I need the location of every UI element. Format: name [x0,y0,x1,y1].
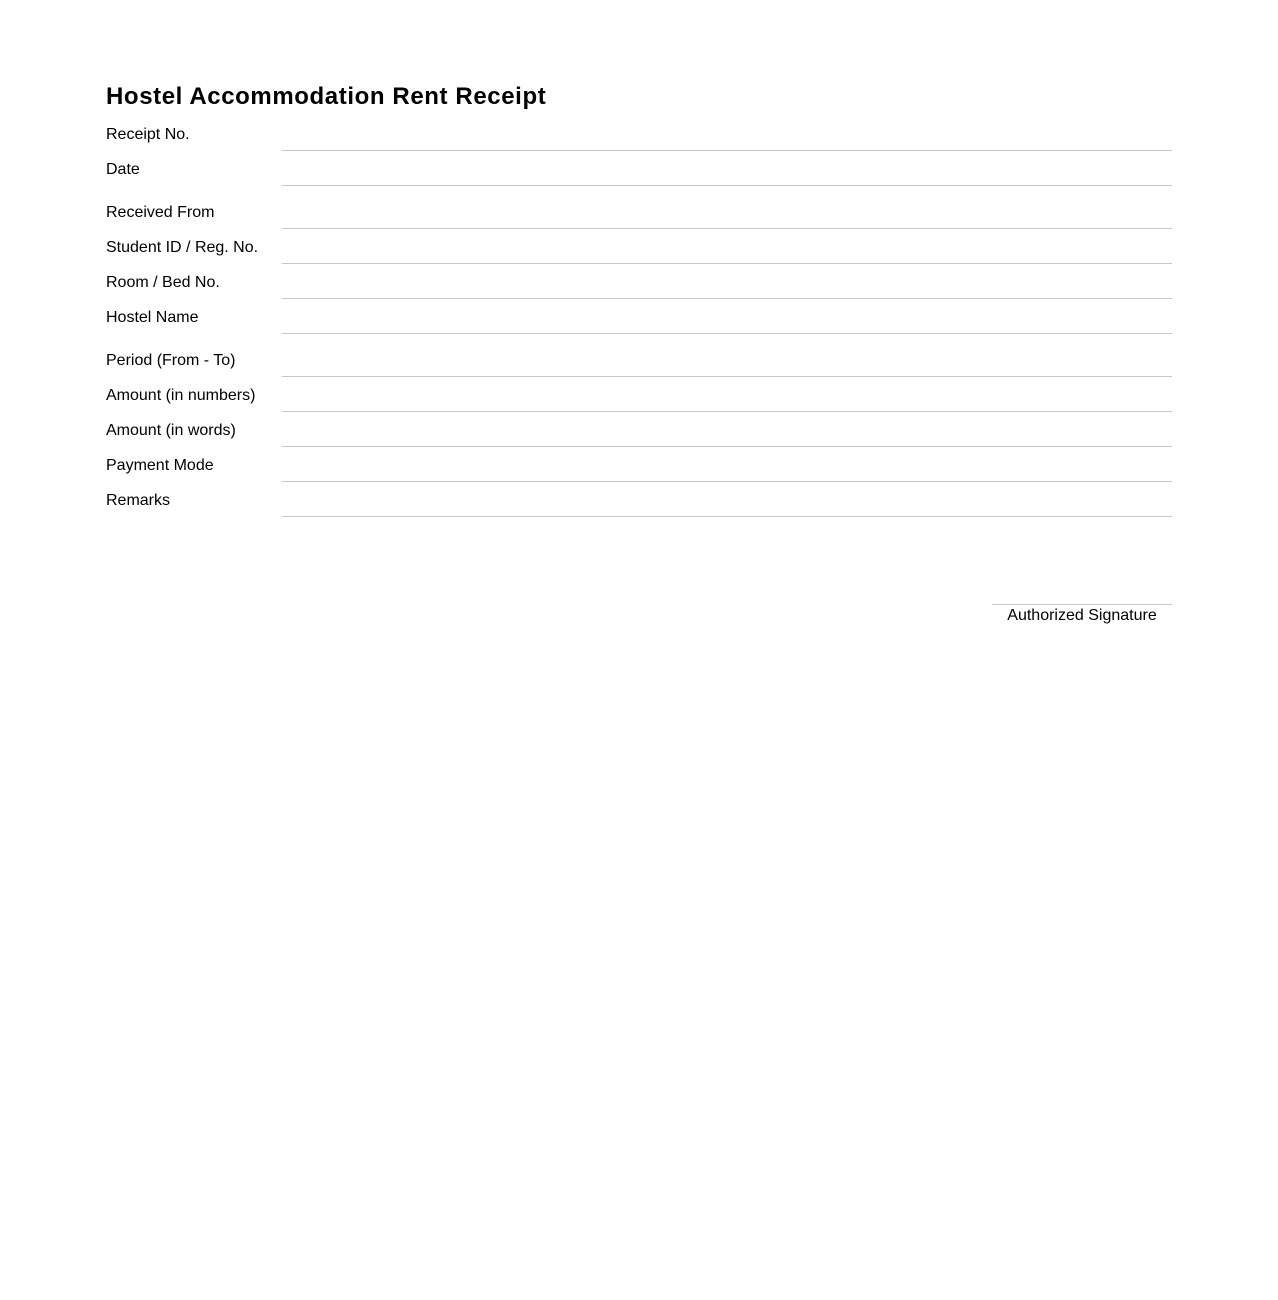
page-title: Hostel Accommodation Rent Receipt [106,83,547,110]
hostel-name-line [282,333,1172,334]
signature-label: Authorized Signature [1007,607,1157,624]
signature-block [992,604,1172,626]
field-amount-numbers [106,377,1172,412]
field-label: Hostel Name [106,309,199,326]
field-amount-words [106,412,1172,447]
field-label: Payment Mode [106,457,214,474]
field-room-bed-no [106,264,1172,299]
field-remarks [106,482,1172,517]
field-label: Remarks [106,492,171,509]
field-hostel-name [106,299,1172,334]
field-label: Amount (in numbers) [106,387,256,404]
field-label: Room / Bed No. [106,274,220,291]
field-label: Receipt No. [106,126,190,143]
field-payment-mode [106,447,1172,482]
field-label: Received From [106,204,215,221]
field-period [106,342,1172,377]
field-receipt-no [106,116,1172,151]
field-label: Student ID / Reg. No. [106,239,259,256]
date-line [282,185,1172,186]
field-student-id [106,229,1172,264]
field-label: Date [106,161,140,178]
remarks-line [282,516,1172,517]
field-label: Amount (in words) [106,422,236,439]
field-date [106,151,1172,186]
field-received-from [106,194,1172,229]
field-label: Period (From - To) [106,352,236,369]
